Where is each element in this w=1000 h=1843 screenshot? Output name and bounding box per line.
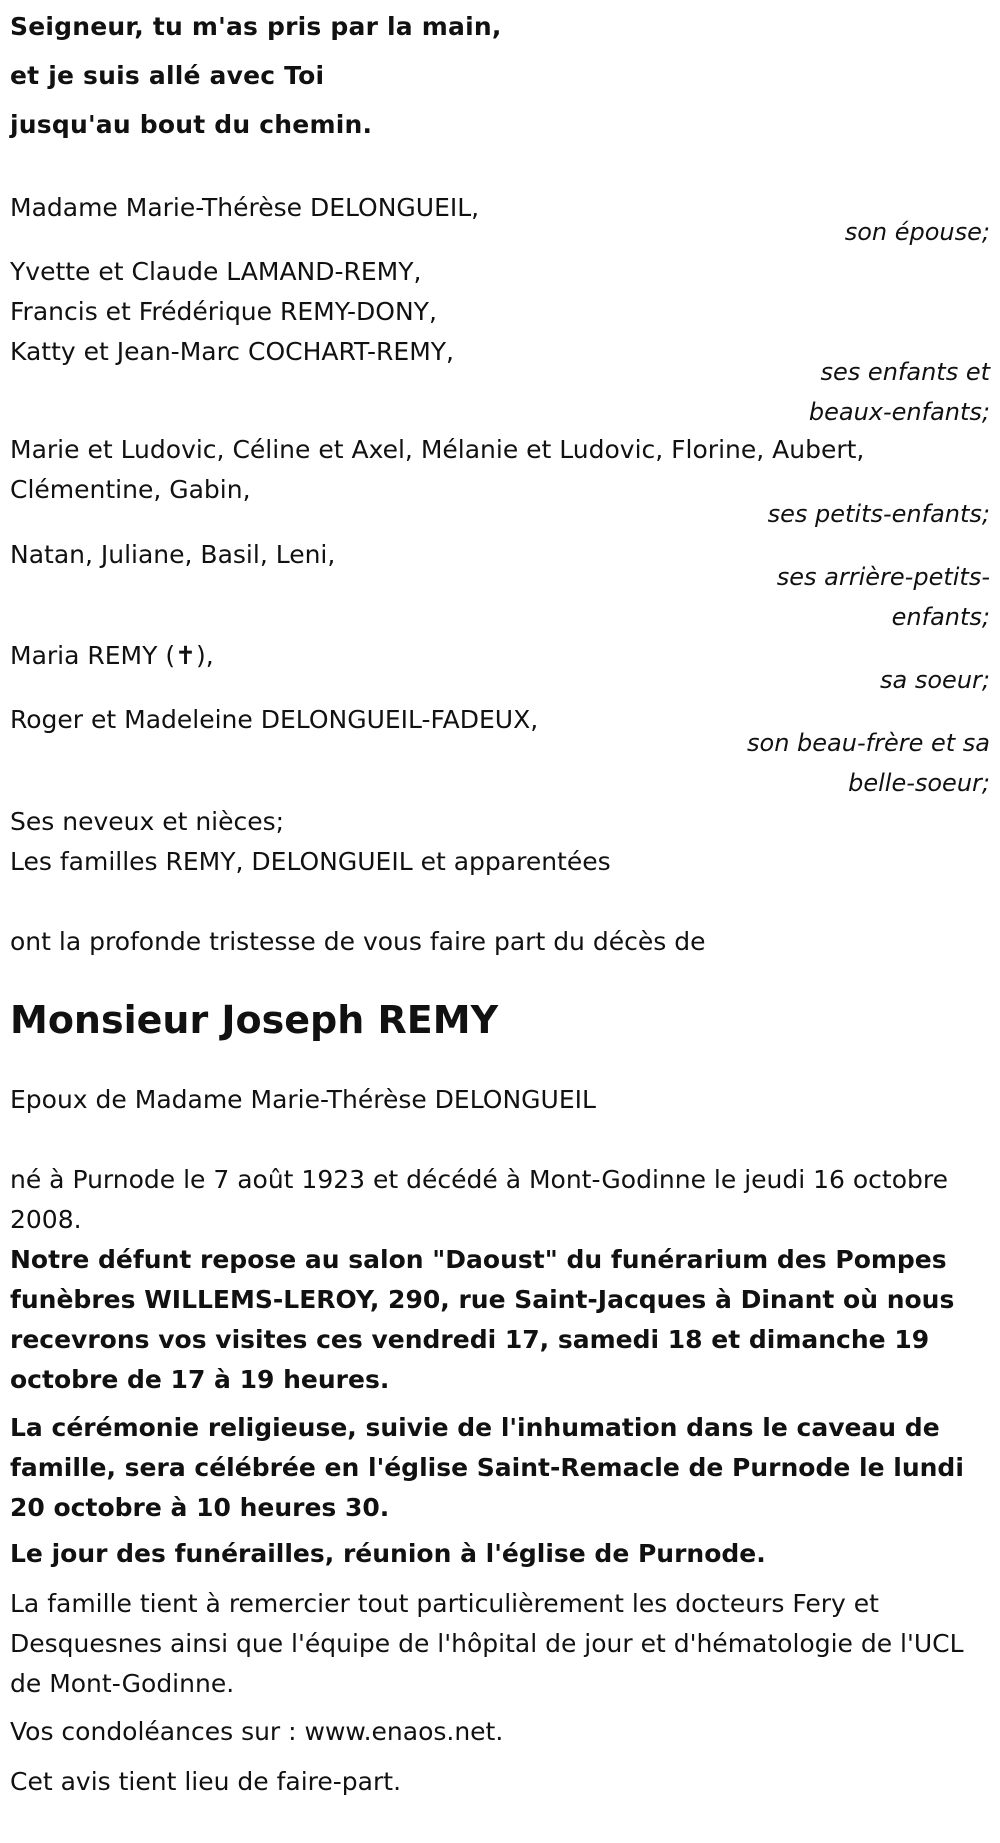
ceremony-text: La cérémonie religieuse, suivie de l'inhumation dans le caveau de famille, sera célébrée en l'église Saint-Remacle de Purnode le lundi 20 octobre à 10 heures 30. — [10, 1413, 964, 1522]
sister-relation: sa soeur; — [880, 666, 990, 694]
great-grandchildren-relation-line1: ses arrière-petits- — [776, 563, 990, 591]
child-name: Yvette et Claude LAMAND-REMY, — [10, 257, 422, 286]
condolences-text: Vos condoléances sur : www.enaos.net. — [10, 1717, 504, 1746]
poem-line: et je suis allé avec Toi — [10, 61, 325, 90]
birth-death-text: né à Purnode le 7 août 1923 et décédé à Mont-Godinne le jeudi 16 octobre 2008. — [10, 1165, 949, 1234]
in-laws-relation-line2: belle-soeur; — [848, 769, 990, 797]
closing-text: Cet avis tient lieu de faire-part. — [10, 1767, 402, 1796]
children-relation-line2: beaux-enfants; — [808, 398, 990, 426]
grandchildren-relation: ses petits-enfants; — [767, 500, 990, 528]
poem-line: jusqu'au bout du chemin. — [10, 110, 373, 139]
great-grandchildren-relation-line2: enfants; — [891, 603, 990, 631]
child-name: Francis et Frédérique REMY-DONY, — [10, 297, 437, 326]
great-grandchildren-names: Natan, Juliane, Basil, Leni, — [10, 540, 336, 569]
grandchildren-names-line1: Marie et Ludovic, Céline et Axel, Mélanie et Ludovic, Florine, Aubert, — [10, 435, 865, 464]
in-laws-names: Roger et Madeleine DELONGUEIL-FADEUX, — [10, 705, 539, 734]
children-relation-line1: ses enfants et — [820, 358, 990, 386]
in-laws-relation-line1: son beau-frère et sa — [747, 729, 990, 757]
extended-families: Les familles REMY, DELONGUEIL et apparentées — [10, 847, 611, 876]
nephews-nieces: Ses neveux et nièces; — [10, 807, 285, 836]
grandchildren-names-line2: Clémentine, Gabin, — [10, 475, 251, 504]
thanks-text: La famille tient à remercier tout particulièrement les docteurs Fery et Desquesnes ainsi que l'équipe de l'hôpital de jour et d'hématologie de l'UCL de Mont-Godinne. — [10, 1589, 964, 1698]
announcement-text: ont la profonde tristesse de vous faire part du décès de — [10, 927, 706, 956]
opening-poem — [10, 2, 610, 149]
spouse-name: Madame Marie-Thérèse DELONGUEIL, — [10, 193, 480, 222]
spouse-relation: son épouse; — [844, 218, 990, 246]
visitation-text: Notre défunt repose au salon "Daoust" du funérarium des Pompes funèbres WILLEMS-LEROY, 290, rue Saint-Jacques à Dinant où nous recevrons vos visites ces vendredi 17, samedi 18 et dimanche 19 octobre de 17 à 19 heures. — [10, 1245, 955, 1394]
poem-line: Seigneur, tu m'as pris par la main, — [10, 12, 502, 41]
meeting-text: Le jour des funérailles, réunion à l'église de Purnode. — [10, 1539, 766, 1568]
spouse-line: Epoux de Madame Marie-Thérèse DELONGUEIL — [10, 1085, 596, 1114]
sister-name: Maria REMY (✝), — [10, 641, 214, 670]
obituary-page — [10, 0, 990, 1843]
child-name: Katty et Jean-Marc COCHART-REMY, — [10, 337, 454, 366]
deceased-name: Monsieur Joseph REMY — [10, 998, 499, 1042]
